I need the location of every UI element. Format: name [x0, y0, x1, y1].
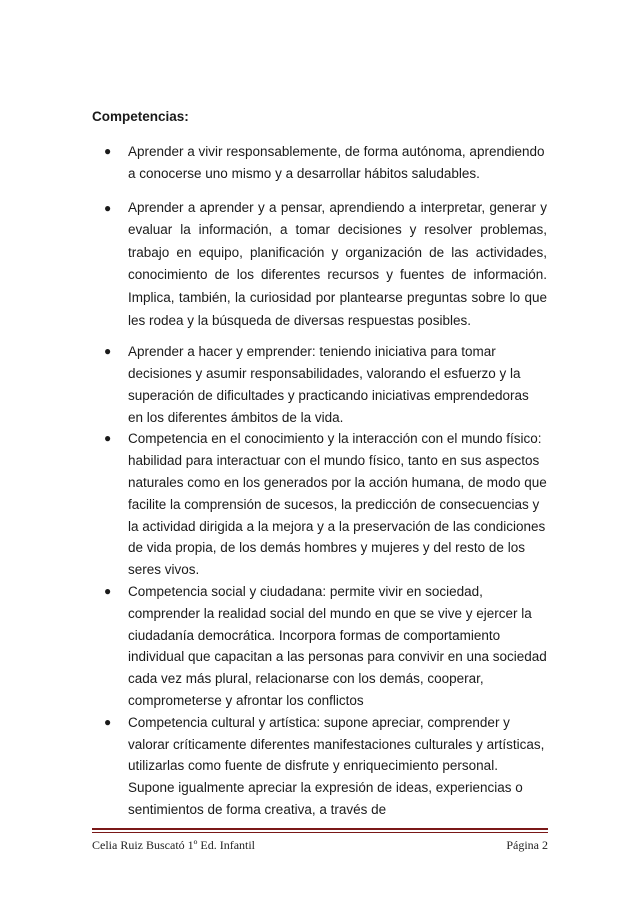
list-item: [92, 428, 547, 581]
footer-rule-thick: [92, 828, 548, 830]
list-item: [92, 197, 547, 333]
list-item-text: Aprender a hacer y emprender: teniendo iniciativa para tomar decisiones y asumir responsabilidades, valorando el esfuerzo y la superación de dificultades y practicando iniciativas emprendedoras en los diferentes ámbitos de la vida.: [128, 344, 529, 425]
footer-rule-thin: [92, 832, 548, 833]
list-item: [92, 581, 547, 712]
list-item-text: Competencia cultural y artística: supone apreciar, comprender y valorar críticamente diferentes manifestaciones culturales y artísticas, utilizarlas como fuente de disfrute y enriquecimiento personal. Supone igualmente apreciar la expresión de ideas, experiencias o sentimientos de forma creativa, a través de: [128, 714, 545, 817]
bullet-icon: ●: [104, 714, 112, 729]
list-item-text: Competencia social y ciudadana: permite vivir en sociedad, comprender la realidad social del mundo en que se vive y ejercer la ciudadanía democrática. Incorpora formas de comportamiento individual que capacitan a las personas para convivir en una sociedad cada vez más plural, relacionarse con los demás, cooperar, comprometerse y afrontar los conflictos: [128, 583, 547, 708]
list-item-text: Aprender a vivir responsablemente, de forma autónoma, aprendiendo a conocerse uno mismo y a desarrollar hábitos saludables.: [128, 144, 545, 181]
list-item: [92, 141, 547, 185]
list-item: [92, 341, 547, 428]
bullet-icon: ●: [104, 431, 112, 446]
bullet-icon: ●: [104, 144, 112, 158]
footer-author: Celia Ruiz Buscató 1º Ed. Infantil: [92, 838, 256, 852]
list-item: [92, 712, 547, 821]
list-item-text: Competencia en el conocimiento y la interacción con el mundo físico: habilidad para interactuar con el mundo físico, tanto en sus aspectos naturales como en los generados por la acción humana, de modo que facilite la comprensión de sucesos, la predicción de consecuencias y la actividad dirigida a la mejora y a la preservación de las condiciones de vida propia, de los demás hombres y mujeres y del resto de los seres vivos.: [128, 431, 547, 578]
bullet-icon: ●: [104, 200, 112, 215]
section-heading: Competencias:: [92, 109, 189, 124]
list-item-text: Aprender a aprender y a pensar, aprendiendo a interpretar, generar y evaluar la información, a tomar decisiones y resolver problemas, trabajo en equipo, planificación y organización de las actividades, conocimiento de los diferentes recursos y fuentes de información. Implica, también, la curiosidad por plantearse preguntas sobre lo que les rodea y la búsqueda de diversas respuestas posibles.: [128, 199, 547, 328]
footer-page-number: Página 2: [506, 838, 548, 852]
bullet-icon: ●: [104, 583, 112, 598]
competencias-list: [92, 141, 547, 821]
bullet-icon: ●: [104, 344, 112, 359]
